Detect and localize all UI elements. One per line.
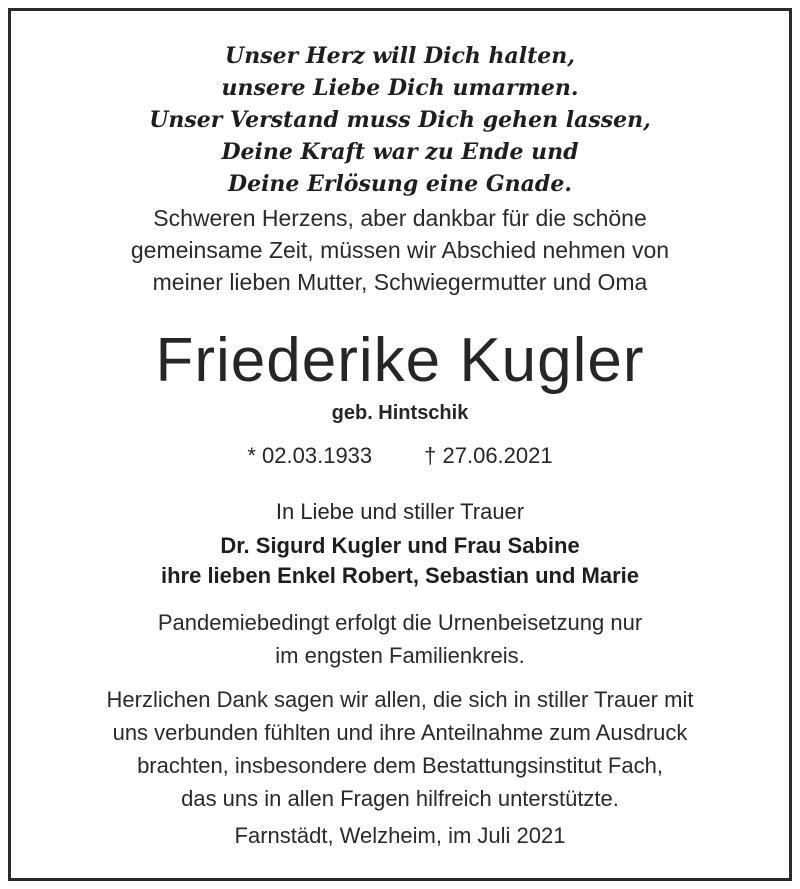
intro-line: gemeinsame Zeit, müssen wir Abschied nehmen von [130, 237, 670, 263]
place-and-date: Farnstädt, Welzheim, im Juli 2021 [234, 823, 566, 848]
life-dates [0, 440, 800, 472]
poem-line: Unser Verstand muss Dich gehen lassen, [149, 107, 651, 133]
pandemic-line: Pandemiebedingt erfolgt die Urnenbeisetzung nur [157, 610, 643, 635]
thanks-text [0, 683, 800, 815]
thanks-line: uns verbunden fühlten und ihre Anteilnahme zum Ausdruck [112, 720, 688, 745]
maiden-name: geb. Hintschik [331, 402, 469, 424]
mourner-line: ihre lieben Enkel Robert, Sebastian und Marie [160, 563, 639, 588]
mourners-list [0, 531, 800, 591]
thanks-line: das uns in allen Fragen hilfreich unterstützte. [181, 786, 619, 811]
intro-text [0, 202, 800, 298]
poem [0, 40, 800, 200]
intro-line: Schweren Herzens, aber dankbar für die schöne [153, 205, 647, 231]
birth-date: * 02.03.1933 [247, 443, 373, 468]
death-date: † 27.06.2021 [424, 443, 553, 468]
pandemic-note [0, 606, 800, 672]
thanks-line: Herzlichen Dank sagen wir allen, die sich in stiller Trauer mit [106, 687, 694, 712]
mourning-line: In Liebe und stiller Trauer [275, 499, 525, 524]
intro-line: meiner lieben Mutter, Schwiegermutter und Oma [152, 269, 648, 295]
poem-line: Deine Kraft war zu Ende und [221, 139, 579, 165]
poem-line: Deine Erlösung eine Gnade. [228, 171, 572, 197]
thanks-line: brachten, insbesondere dem Bestattungsinstitut Fach, [137, 753, 663, 778]
poem-line: Unser Herz will Dich halten, [225, 43, 575, 69]
mourner-line: Dr. Sigurd Kugler und Frau Sabine [220, 533, 580, 558]
deceased-name: Friederike Kugler [155, 326, 645, 395]
poem-line: unsere Liebe Dich umarmen. [221, 75, 579, 101]
pandemic-line: im engsten Familienkreis. [275, 643, 525, 668]
